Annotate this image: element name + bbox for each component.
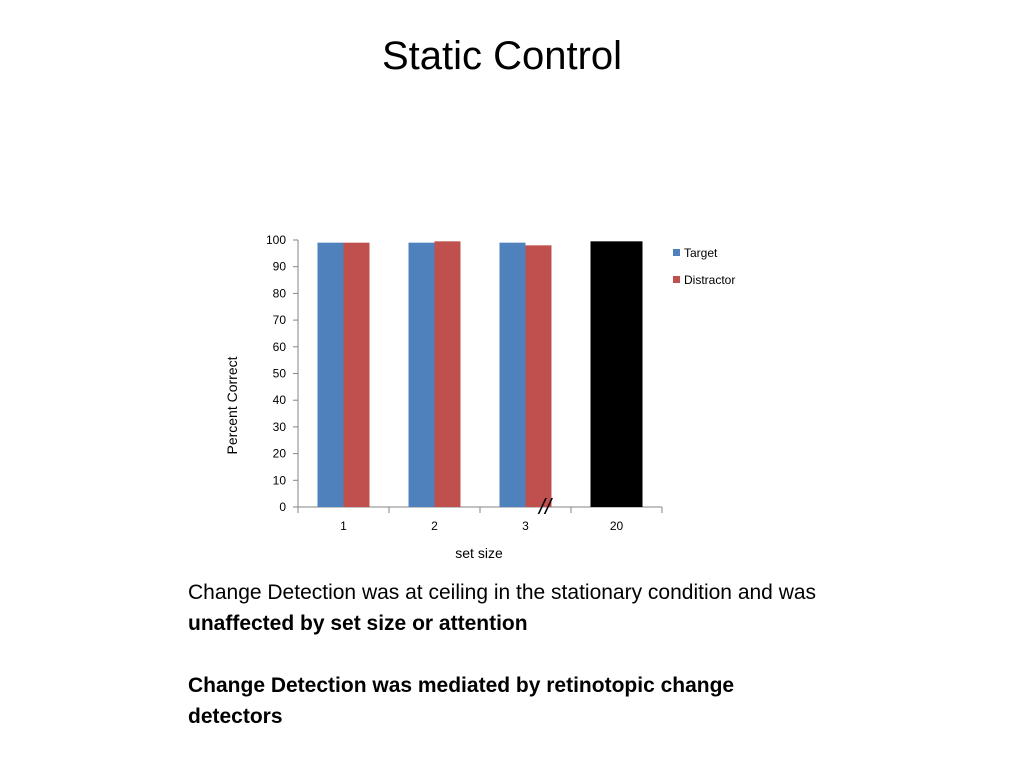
- body-paragraph-1: [188, 577, 828, 639]
- bar-target-1: [318, 243, 344, 507]
- body-paragraph-1-bold: unaffected by set size or attention: [188, 612, 528, 635]
- y-tick-label: 40: [272, 393, 286, 408]
- x-tick-label: 3: [522, 519, 529, 533]
- legend-label-distractor: Distractor: [684, 273, 736, 287]
- x-tick-label: 20: [609, 519, 624, 533]
- body-paragraph-2: Change Detection was mediated by retinotopic change detectors: [188, 674, 735, 728]
- y-tick-label: 90: [272, 259, 286, 274]
- x-tick-label: 1: [340, 519, 347, 533]
- legend-swatch-distractor: [673, 276, 680, 283]
- bar-distractor-2: [435, 241, 461, 507]
- bar-distractor-1: [344, 243, 370, 507]
- y-tick-label: 70: [272, 313, 286, 328]
- y-tick-label: 10: [272, 473, 286, 488]
- bar-distractor-3: [526, 245, 552, 507]
- bar-target-2: [409, 243, 435, 507]
- bar-distractor-20: [617, 241, 643, 507]
- x-axis-label: set size: [455, 545, 503, 561]
- bar-target-3: [500, 243, 526, 507]
- y-tick-label: 100: [265, 233, 286, 247]
- y-tick-label: 0: [279, 500, 286, 514]
- legend-label-target: Target: [684, 246, 718, 260]
- y-axis-label: Percent Correct: [224, 356, 240, 455]
- legend-swatch-target: [673, 249, 680, 256]
- axis-break-marker: //: [538, 494, 552, 519]
- y-tick-label: 50: [272, 366, 286, 381]
- bar-target-20: [591, 241, 617, 507]
- body-paragraph-1-plain: Change Detection was at ceiling in the stationary condition and was: [188, 581, 817, 604]
- y-tick-label: 30: [272, 419, 286, 434]
- y-tick-label: 80: [272, 286, 286, 301]
- slide-title: Static Control: [381, 34, 623, 78]
- y-tick-label: 20: [272, 446, 286, 461]
- body-text: [188, 577, 828, 732]
- x-tick-label: 2: [431, 519, 438, 533]
- y-tick-label: 60: [272, 339, 286, 354]
